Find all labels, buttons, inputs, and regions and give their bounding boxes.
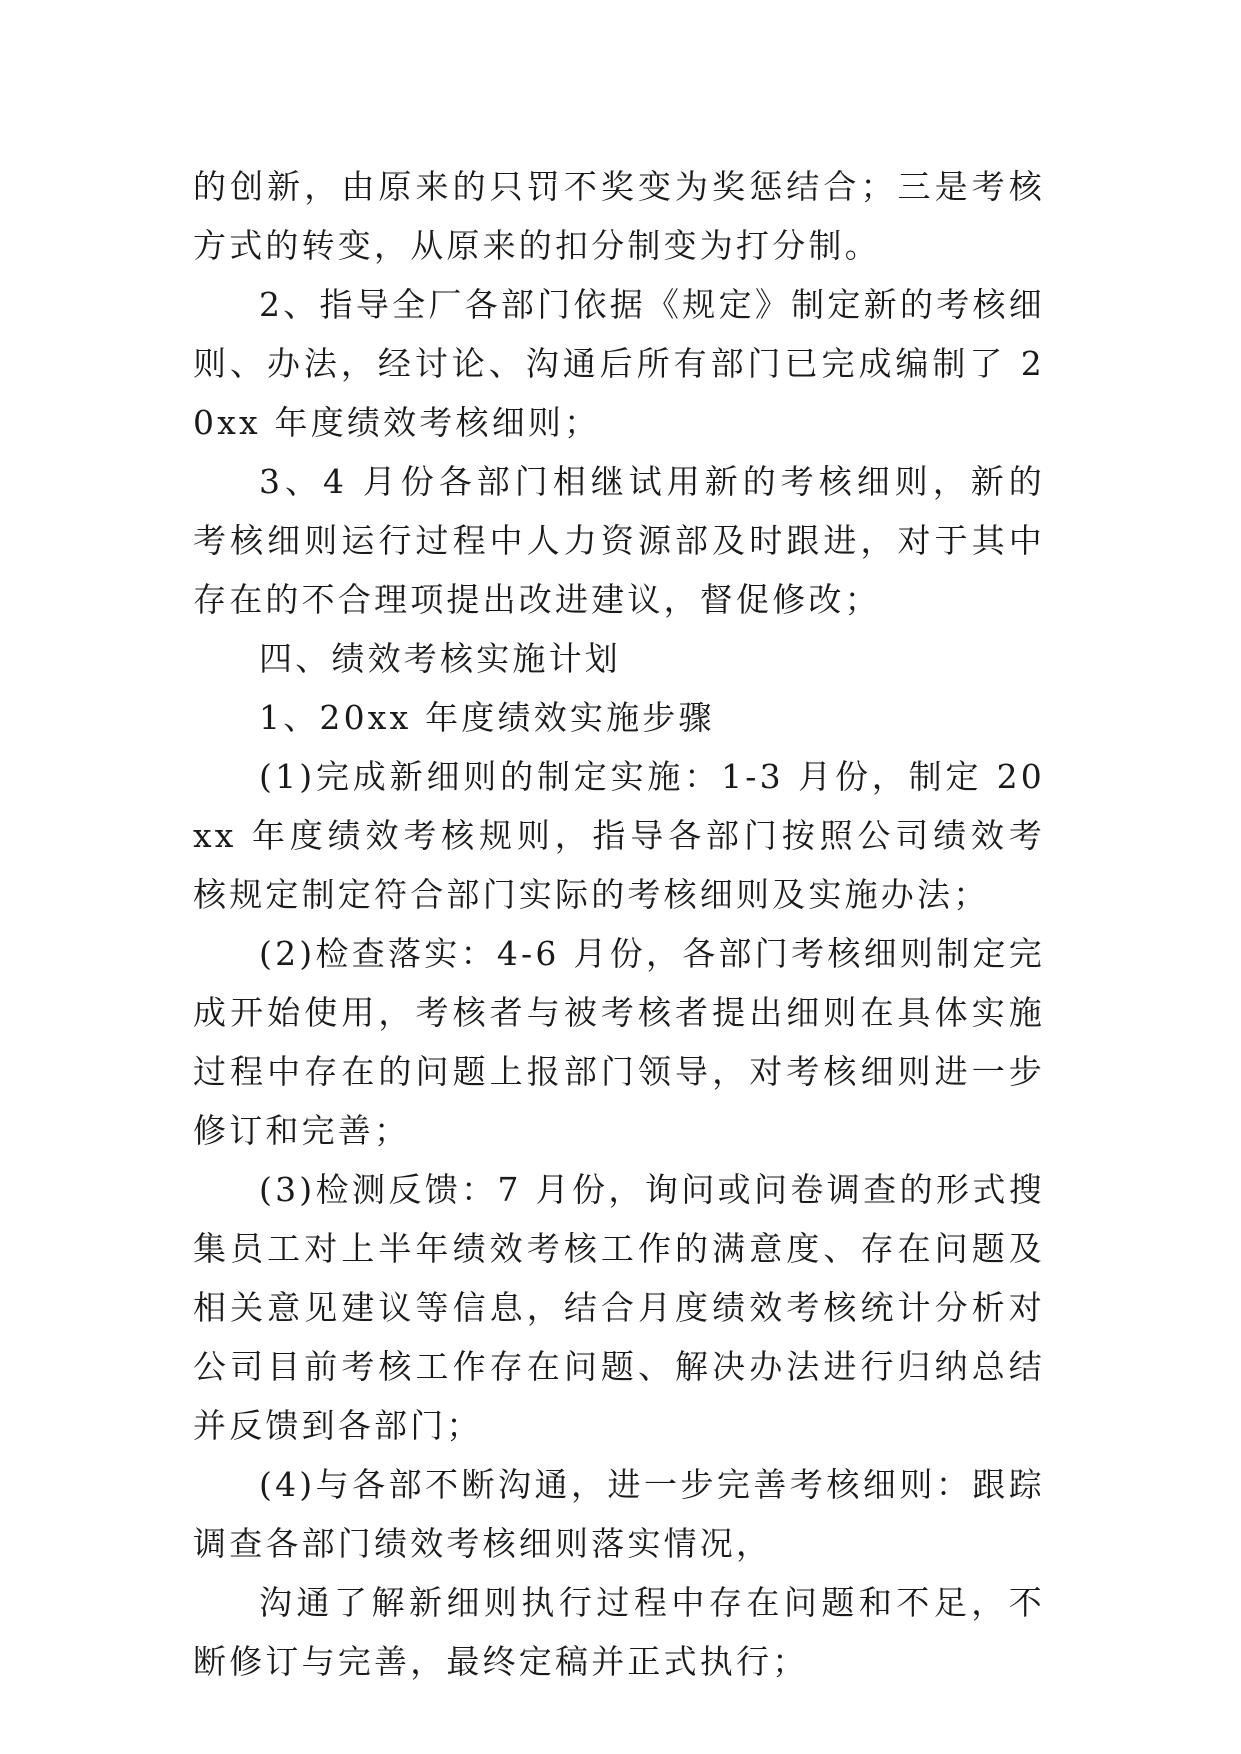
paragraph-item-3: 3、4 月份各部门相继试用新的考核细则，新的考核细则运行过程中人力资源部及时跟进，对于其中存在的不合理项提出改进建议，督促修改；	[193, 462, 1045, 619]
step-4-paragraph: (4)与各部不断沟通，进一步完善考核细则：跟踪调查各部门绩效考核细则落实情况，	[193, 1465, 1045, 1563]
step-3-paragraph: (3)检测反馈：7 月份，询问或问卷调查的形式搜集员工对上半年绩效考核工作的满意度、存在问题及相关意见建议等信息，结合月度绩效考核统计分析对公司目前考核工作存在问题、解决办法进行归纳总结并反馈到各部门；	[193, 1170, 1045, 1445]
paragraph-continuation: 的创新，由原来的只罚不奖变为奖惩结合；三是考核方式的转变，从原来的扣分制变为打分制。	[193, 167, 1045, 265]
subsection-heading-1: 1、20xx 年度绩效实施步骤	[259, 698, 715, 737]
step-4-continuation-paragraph: 沟通了解新细则执行过程中存在问题和不足，不断修订与完善，最终定稿并正式执行；	[193, 1583, 1045, 1681]
step-1-paragraph: (1)完成新细则的制定实施：1-3 月份，制定 20xx 年度绩效考核规则，指导各部门按照公司绩效考核规定制定符合部门实际的考核细则及实施办法；	[193, 757, 1045, 914]
document-body	[193, 157, 1045, 1691]
step-2-paragraph: (2)检查落实：4-6 月份，各部门考核细则制定完成开始使用，考核者与被考核者提出细则在具体实施过程中存在的问题上报部门领导，对考核细则进一步修订和完善；	[193, 934, 1045, 1150]
paragraph-item-2: 2、指导全厂各部门依据《规定》制定新的考核细则、办法，经讨论、沟通后所有部门已完成编制了 20xx 年度绩效考核细则；	[193, 285, 1045, 442]
section-heading-4: 四、绩效考核实施计划	[259, 639, 621, 678]
